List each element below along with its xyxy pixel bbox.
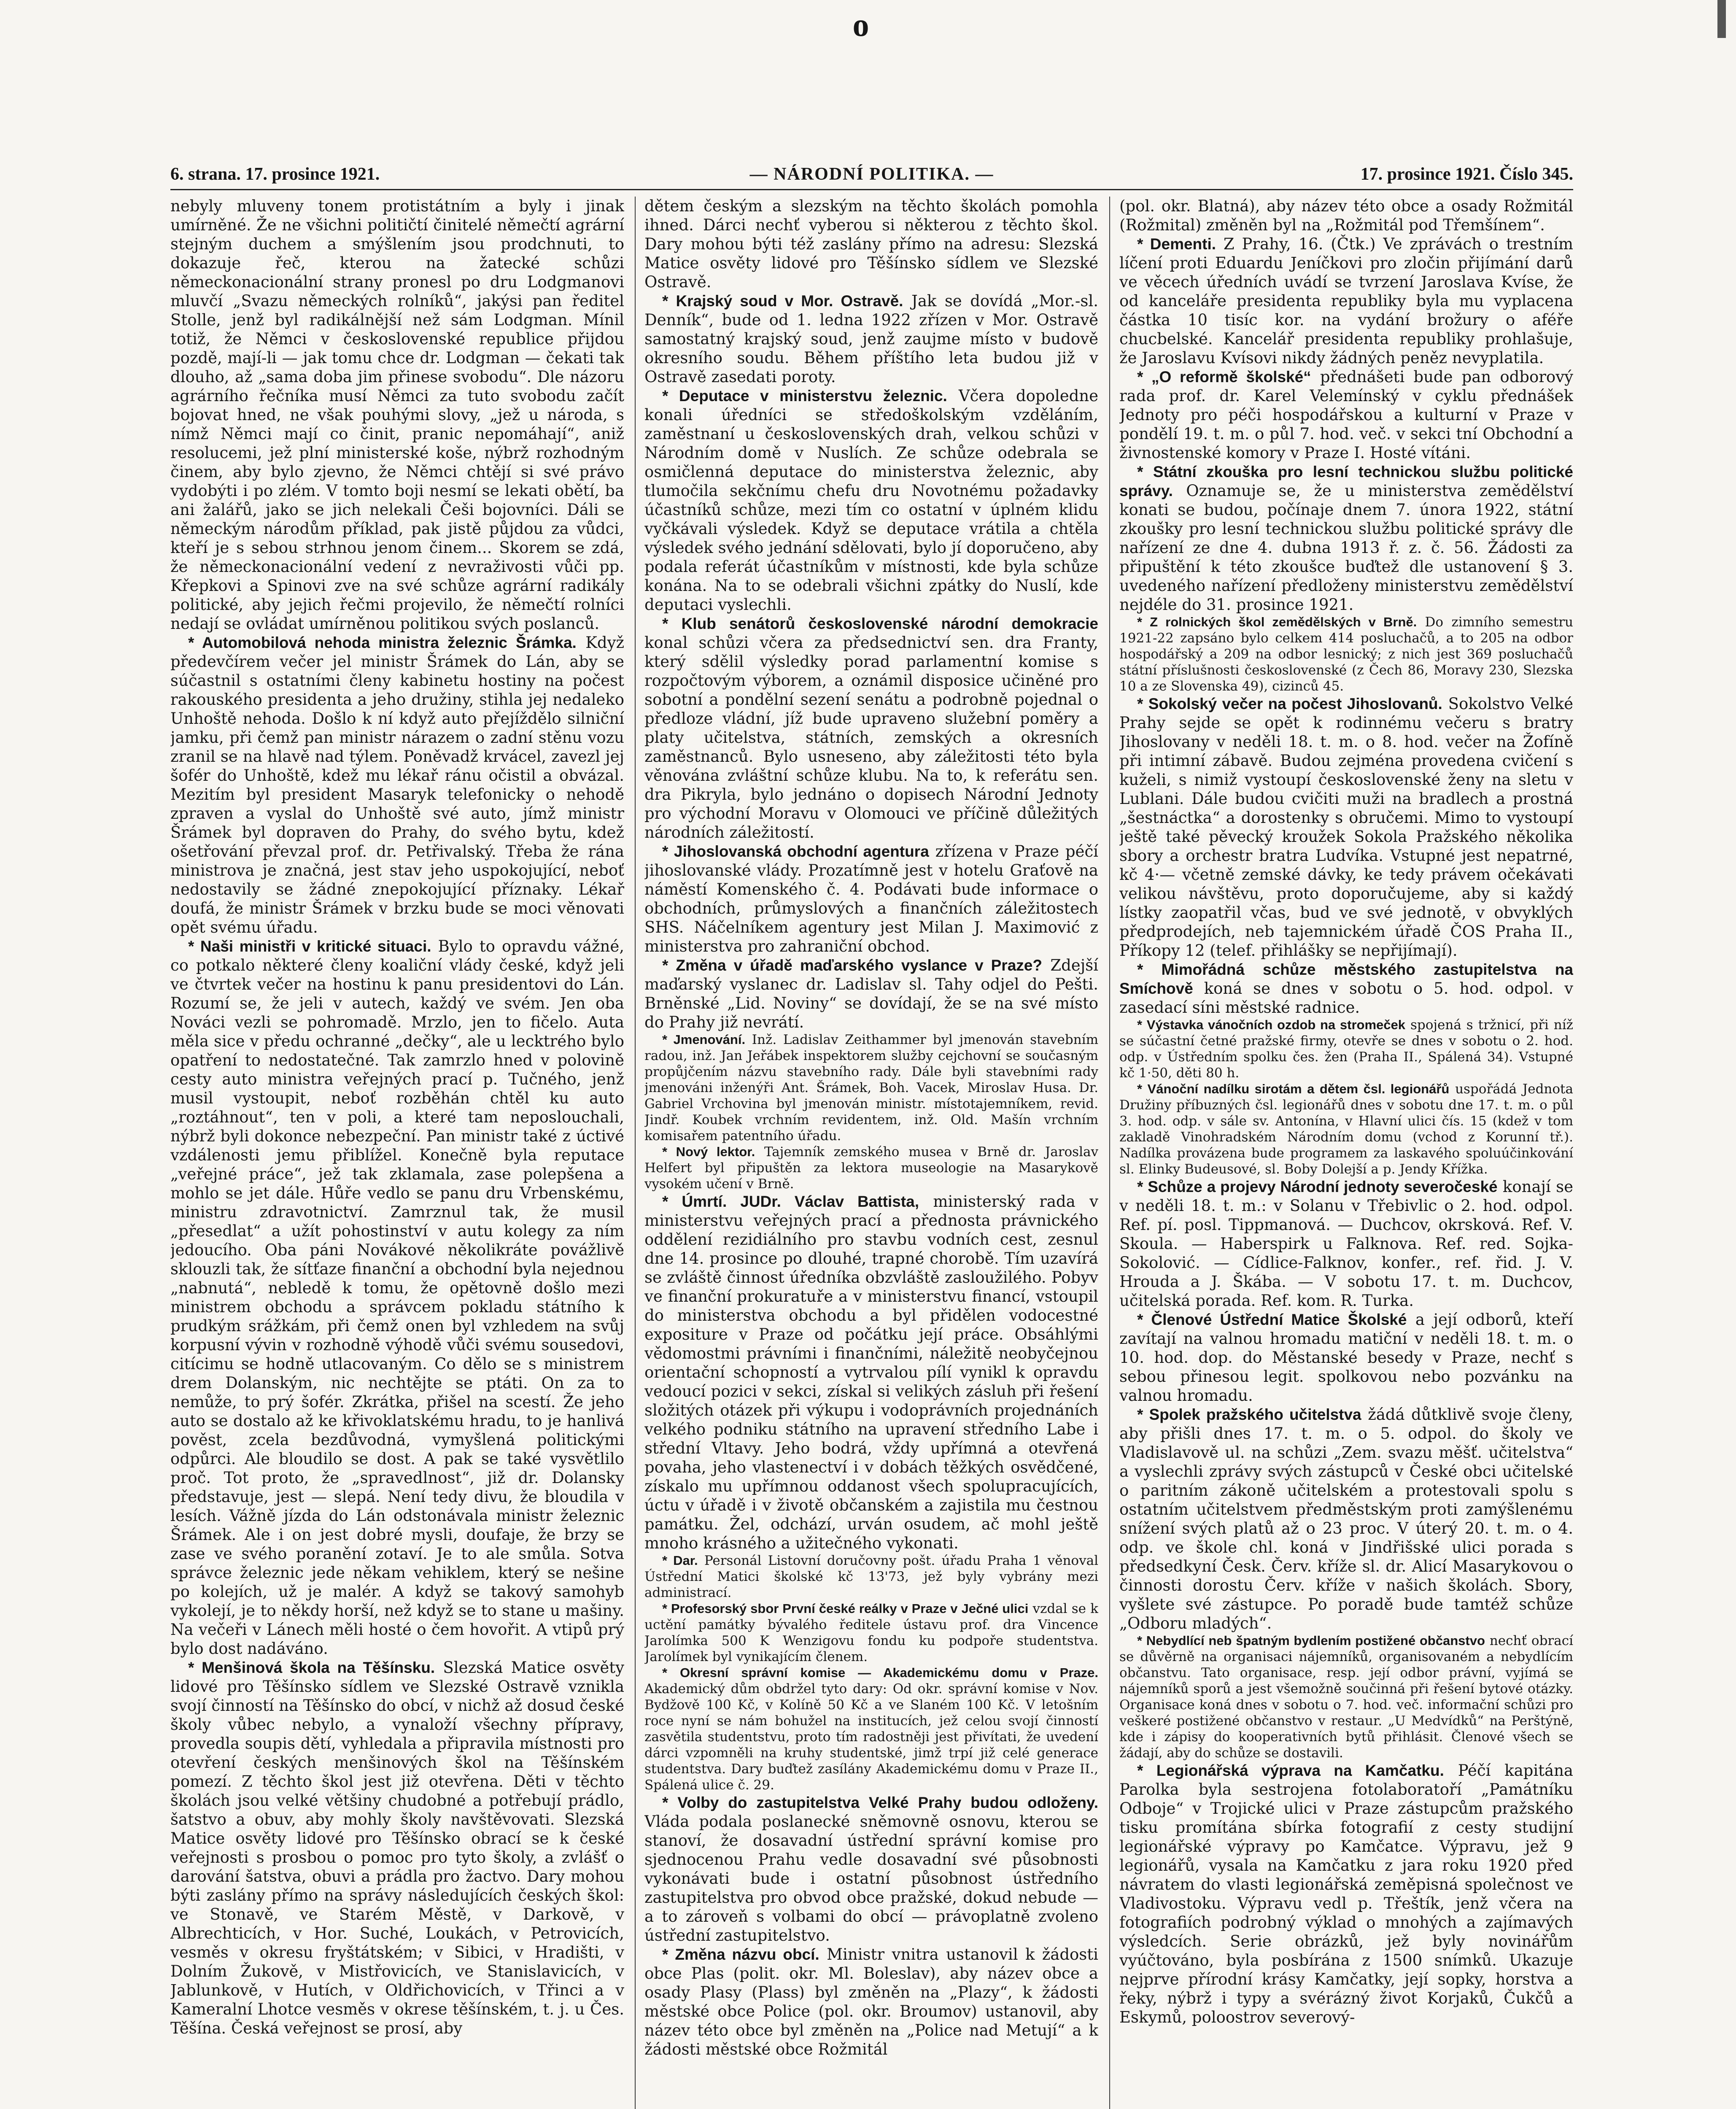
article-heading: * Volby do zastupitelstva Velké Prahy budou odloženy. [662,1794,1098,1811]
article-body: dětem českým a slezským na těchto školách pomohla ihned. Dárci nechť vyberou si některou z těchto škol. Dary mohou býti též zaslány přímo na adresu: Slezská Matice osvěty lidové pro Těšínsko sídlem ve Slezské Ostravě. [644,197,1098,291]
article-heading: * Spolek pražského učitelstva [1137,1406,1361,1423]
article-body: spojená s tržnicí, při níž se súčastní četné pražské firmy, otevře se dnes v sobotu o 2. hod. odp. v Ústředním spolku čes. žen (Praha II., Spálená 34). Vstupné kč 1·50, děti 80 h. [1119,1017,1573,1081]
article-heading: * Výstavka vánočních ozdob na stromeček [1137,1017,1405,1032]
article [644,842,1098,956]
article [644,386,1098,614]
article-heading: * Profesorský sbor První české reálky v Praze v Ječné ulici [662,1601,1029,1616]
article-body: přednášeti bude pan odborový rada prof. dr. Karel Velemínský v cyklu přednášek Jednoty pro péči hospodářskou a kulturní v Praze v pondělí 19. t. m. o půl 7. hod. več. v sekci tní Obchodní a živnostenské komory v Praze I. Hosté vítáni. [1119,368,1573,462]
article-body: Bylo to opravdu vážné, co potkalo některé členy koaliční vlády české, když jeli ve čtvrtek večer na hostinu k panu presidentovi do Lán. Rozumí se, že jeli v autech, každý ve svém. Jen oba Nováci vezli se pohromadě. Mrzlo, jen to fičelo. Auta měla sice v předu ochranné „dečky“, ale u lecktrého bylo opatření to nedostatečné. Tak zamrzlo hned v polovině cesty auto ministra veřejných prací p. Tučného, jenž musil vystoupit, neboť rozběhán chtěl ku auto „roztáhnout“, ten v poli, a které tam neposlouchali, nýbrž byli dokonce nebezpeční. Pan ministr také z úctivé vzdálenosti jemu přiblížel. Konečně byla reputace „veřejné práce“, jež tak zklamala, zase polepšena a mohlo se jet dále. Hůře vedlo se panu dru Vrbenskému, ministru zdravotnictví. Zamrznul tak, že musil „přesedlat“ a užít pohostinství v autu kolegy za ním jedoucího. Oba páni Novákové několikráte povážlivě sklouzli tak, že sítťaze finanční a obchodní byla nejednou „nabnutá“, nebledě k tomu, že opětovně došlo mezi ministrem obchodu a správcem pokladu státního k prudkým srážkám, při čemž onen byl vzhledem na svůj korpusní vývin v rozhodně výhodě vůči svému sousedovi, citícimu se hodně utlacovaným. Co dělo se s ministrem drem Dolanským, nic nechtějte se ptáti. On za to nemůže, to prý šofér. Zkrátka, přišel na scestí. Že jeho auto se dostalo až ke křivoklatskému hradu, to je hanlivá pověst, zcela bezdůvodná, vymyšlená politickými odpůrci. Ale bloudilo se dost. A pak se také vysvětlilo proč. Tot proto, že „spravedlnost“, již dr. Dolansky představuje, jest — slepá. Není tedy divu, že bloudila v lesích. Vážně jízda do Lán odstonávala ministr železnic Šrámek. Ale i on jest dobré mysli, doufaje, že brzy se zase ve svého poranění zotaví. Je to ale smůla. Sotva správce železnic jede někam vehiklem, který se nešine po kolejích, už je malér. A když se takový samohyb vykolejí, je to někdy horší, než když se to stane u mašiny. Na večeři v Lánech měli hosté o čem hovořit. A vtipů prý bylo dost nadáváno. [170,937,624,1658]
article [1119,367,1573,462]
article-heading: * Schůze a projevy Národní jednoty severočeské [1137,1178,1498,1195]
article-body: Personál Listovní doručovny pošt. úřadu Praha 1 věnoval Ústřední Matici školské kč 13'73, jež byly vybrány mezi administrací. [644,1553,1098,1600]
article-body: Vláda podala poslanecké sněmovně osnovu, kterou se stanoví, že dosavadní ústřední správní komise pro sjednocenou Prahu vedle dosavadní své působnosti vykonávati bude i ostatní působnost ústředního zastupitelstva pro obvod obce pražské, dokud nebude — a to zároveň s volbami do obcí — právoplatně zvoleno ústřední zastupitelstvo. [644,1812,1098,1944]
article-heading: * Změna v úřadě maďarského vyslance v Praze? [662,957,1042,974]
article-body: Péčí kapitána Parolka byla sestrojena fotolaboratoří „Památníku Odboje“ v Trojické ulici v Praze zástupcům pražského tisku promítána sbírka fotografií z cesty studijní legionářské výpravy po Kamčatce. Výpravu, jež 9 legionářů, vysala na Kamčatku z jara roku 1920 před návratem do vlasti legionářská zeměpisná společnost ve Vladivostoku. Výpravu vedl p. Třeštík, jenž včera na fotografiích podrobný výklad o mnohých a zajímavých výsledcích. Serie obrázků, jež byly novinářům vyúčtováno, byla posbírána z 1500 snímků. Ukazuje nejprve přírodní krásy Kamčatky, její sopky, horstva a řeky, nýbrž i typy a svérázný život Korjaků, Čukčů a Eskymů, poloostrov severový- [1119,1761,1573,2026]
article-body: vzdal se k uctění památky bývalého ředitele ústavu prof. dra Vincence Jarolímka 500 K Wenzigovu fondu ku podpoře studentstva. Jarolímek byl vynikajícím členem. [644,1601,1098,1664]
header-right: 17. prosince 1921. Číslo 345. [1360,165,1573,184]
article-heading: * Automobilová nehoda ministra železnic Šrámka. [188,634,577,651]
article-continuation [644,197,1098,291]
article [644,291,1098,386]
article-body: nechť obrací se důvěrně na organisaci nájemníků, organisovaném a nebydlícím občanstvu. Tato organisace, resp. její odbor právní, vyjímá se nájemníků sporů a jest všemožně součinná při řešení bytové otázky. Organisace koná dnes v sobotu o 7. hod. več. informační schůzi pro veškeré postižené občanstvo v restaur. „U Medvídků“ na Perštýně, kde i zápisy do kooperativních bytů přihlásit. Členové všech se žádají, aby do schůze se dostavili. [1119,1633,1573,1761]
article-continuation [1119,197,1573,235]
article-heading: * Menšinová škola na Těšínsku. [188,1659,435,1676]
article [1119,1310,1573,1405]
article-body: Zdejší maďarský vyslanec dr. Ladislav sl. Tahy odjel do Pešti. Brněnské „Lid. Noviny“ se dovídají, že se na své místo do Prahy již nevrátí. [644,956,1098,1031]
article-body: a její odborů, kteří zavítají na valnou hromadu matiční v neděli 18. t. m. o 10. hod. dop. do Městanské besedy v Praze, nechť s sebou přinesou legit. spolkovou nebo pozvánku na valnou hromadu. [1119,1311,1573,1405]
article [644,1601,1098,1665]
article-body: konal schůzi včera za předsednictví sen. dra Franty, který sdělil výsledky porad parlamentní komise s rozpočtovým výborem, a oznámil disposice učiněné pro sobotní a pondělní sezení senátu a podrobně pojednal o předloze vládní, jíž bude upraveno služební poměry a platy učitelstva, státních, zemských a okresních zaměstnanců. Bylo usneseno, aby záležitosti této byla věnována zvláštní schůze klubu. Na to, k referátu sen. dra Pikryla, bylo jednáno o dopisech Národní Jednoty pro východní Moravu v Olomouci ve příčině důležitých národních záležitostí. [644,634,1098,841]
article-heading: * Okresní správní komise — Akademickému domu v Praze. [662,1665,1098,1680]
article [644,1144,1098,1192]
article-heading: * Legionářská výprava na Kamčatku. [1137,1762,1444,1779]
page-header [170,160,1573,188]
article-body: Z Prahy, 16. (Čtk.) Ve zprávách o trestním líčení proti Eduardu Jeníčkovi pro zločin přijímání darů ve věcech úředních uvádí se tvrzení Jaroslava Kvíse, že od kanceláře presidenta republiky byla mu vyplacena částka 10 tisíc kor. na vydání brožury o aféře chucbelské. Kancelář presidenta republiky prohlašuje, že Jaroslavu Kvísovi nikdy žádných peněz nevyplatila. [1119,235,1573,367]
article-body: Akademický dům obdržel tyto dary: Od okr. správní komise v Nov. Bydžově 100 Kč, v Kolíně 50 Kč a ve Slaném 100 Kč. V letošním roce nyní se nám bohužel na institucích, jež celou svojí činností zasvětila studentstvu, proto tím radostněji jest přivítati, že uvedení dárci vzpomněli na kruhy studentské, jimž trpí již celé generace studentstva. Dary buďtež zasílány Akademickému domu v Praze II., Spálená ulice č. 29. [644,1681,1098,1793]
article-heading: * Mimořádná schůze městského zastupitelstva na Smíchově [1119,961,1573,997]
article-continuation [170,197,624,633]
article-body: Ministr vnitra ustanovil k žádosti obce Plas (polit. okr. Ml. Boleslav), aby název obce a osady Plasy (Plass) byl změněn na „Plazy“, k žádosti městské obce Police (pol. okr. Broumov) ustanovil, aby název této obce byl změněn na „Police nad Metují“ a k žádosti městské obce Rožmitál [644,1945,1098,2058]
article [1119,1405,1573,1633]
article-heading: * Jmenování. [662,1032,746,1047]
header-rule [170,189,1573,190]
article-heading: * „O reformě školské“ [1137,368,1311,386]
article [1119,1633,1573,1761]
column-divider [635,197,636,2109]
article [644,1192,1098,1553]
article-heading: * Jihoslovanská obchodní agentura [662,843,929,860]
article-body: ministerský rada v ministerstvu veřejných prací a přednosta právnického oddělení rezidiálního pro stavbu vodních cest, zesnul dne 14. prosince po dlouhé, trapné chorobě. Tím uzavírá se zvláště činnost úředníka obzvláště zasloužilého. Pobyv ve finanční prokuratuře a v ministerstvu financí, vstoupil do ministerstva obchodu a byl přidělen vodocestné expositure v Praze od počátku její práce. Obsáhlými vědomostmi právními i finančními, náležitě neobyčejnou orientační schopností a vytrvalou pílí vynikl k opravdu vedoucí pozici v sekci, získal si velikých zásluh při řešení složitých otázek při výkupu i vodoprávních projednáních velkého podniku státního na upravení středního Labe i střední Vltavy. Jeho bodrá, vždy upřímná a otevřená povaha, jeho vlastenectví i v dobách těžkých osvědčené, získalo mu upřímnou oddanost všech spolupracujících, úctu v úřadě i v životě občanském a zajistila mu čestnou památku. Žel, odchází, urván osudem, ač mohl ještě mnoho krásného a užitečného vykonati. [644,1192,1098,1552]
article-body: Do zimního semestru 1921-22 zapsáno bylo celkem 414 posluchačů, a to 205 na odbor hospodářský a 209 na odbor lesnický; z nich jest 369 posluchačů státní příslušnosti československé (z Čech 86, Moravy 230, Slezska 10 a ze Slovenska 49), cizinců 45. [1119,615,1573,694]
article-heading: * Dar. [662,1553,698,1568]
article [644,614,1098,842]
article-body: Tajemník zemského musea v Brně dr. Jaroslav Helfert byl připuštěn za lektora museologie na Masarykově vysokém učení v Brně. [644,1144,1098,1192]
article-body: uspořádá Jednota Družiny příbuzných čsl. legionářů dnes v sobotu dne 17. t. m. o půl 3. hod. odp. v sále sv. Antonína, v Hlavní ulici čís. 15 (kdež v tom zakladě Vinohradském Národním domu (vchod z Korunní tř.). Nadílka provázena bude programem za laskavého spoluúčinkování sl. Elinky Budeusové, sl. Boby Dolejší a p. Jendy Křížka. [1119,1081,1573,1177]
article-heading: * Z rolnických škol zemědělských v Brně. [1137,615,1417,629]
column-2 [644,197,1098,2109]
column-3 [1119,197,1573,2109]
article-body: Inž. Ladislav Zeithammer byl jmenován stavebním radou, inž. Jan Jeřábek inspektorem služby cejchovní se současným propůjčením názvu stavebního rady. Dále byli stavebními rady jmenováni inženýři Ant. Šrámek, Boh. Vacek, Miroslav Husa. Dr. Gabriel Vrchovina byl jmenován ministr. místotajemníkem, revid. Jindř. Koubek vrchním revidentem, inž. Old. Mašín vrchním komisařem patentního úřadu. [644,1032,1098,1143]
article [1119,462,1573,614]
article [170,937,624,1658]
article-body: Včera dopoledne konali úředníci se středoškolským vzděláním, zaměstnaní u československých drah, velkou schůzi v Národním domě v Nuslích. Ze schůze odebrala se osmičlenná deputace do ministerstva železnic, aby tlumočila sekčnímu chefu dru Novotnému požadavky účastníků schůze, mezi tím co ostatní v úplném klidu vyčkávali výsledek. Když se deputace vrátila a chtěla výsledek svého jednání sdělovati, bylo jí doporučeno, aby podala referát účastníkům v místnosti, kde byla schůze konána. Na to se odebrali všichni zpátky do Nuslí, kde deputaci vyslechli. [644,387,1098,614]
header-left: 6. strana. 17. prosince 1921. [170,165,380,184]
article-heading: * Krajský soud v Mor. Ostravě. [662,292,903,310]
article [644,1032,1098,1144]
article [1119,614,1573,694]
article-body: Když předevčírem večer jel ministr Šrámek do Lán, aby se súčastnil s ostatními členy kabinetu hostiny na počest rakouského presidenta a jeho družiny, stihla jej nedaleko Unhoště nehoda. Došlo k ní když auto přejíždělo silniční jamku, při čemž pan ministr nárazem o zadní stěnu vozu zranil se na hlavě nad týlem. Poněvadž krvácel, zavezl jej šofér do Unhoště, kdež mu lékař ránu očistil a obvázal. Mezitím byl president Masaryk telefonicky o nehodě zpraven a vyslal do Unhoště své auto, jímž ministr Šrámek byl dopraven do Prahy, do svého bytu, kdež ošetřování převzal prof. dr. Petřivalský. Třeba že rána ministrova je značná, jest stav jeho uspokojující, neboť nedostavily se žádné znepokojující příznaky. Lékař doufá, že ministr Šrámek v brzku bude se moci věnovati opět svému úřadu. [170,634,624,936]
article-body: Oznamuje se, že u ministerstva zemědělství konati se budou, počínaje dnem 7. února 1922, státní zkoušky pro lesní technickou službu politické správy dle nařízení ze dne 4. dubna 1913 ř. z. č. 56. Žádosti za připuštění k této zkoušce buďtež dle ustanovení § 3. uvedeného nařízení předloženy ministerstvu zemědělství nejdéle do 31. prosince 1921. [1119,482,1573,614]
page-mark: o [852,6,869,43]
article [1119,1177,1573,1310]
article [1119,1081,1573,1177]
article-heading: * Deputace v ministerstvu železnic. [662,387,947,405]
article [1119,960,1573,1017]
article [644,1945,1098,2059]
article-body: Slezská Matice osvěty lidové pro Těšínsko sídlem ve Slezské Ostravě vznikla svojí činností na Těšínsko do obcí, v nichž až dosud české školy vůbec nebylo, a vynaloží všechny přípravy, provedla soupis dětí, vyhledala a připravila místnosti pro otevření českých menšinových škol na Těšínském pomezí. Z těchto škol jest již otevřena. Děti v těchto školách jsou velké většiny chudobné a potřebují prádlo, šatstvo a obuv, aby mohly školy navštěvovati. Slezská Matice osvěty lidové pro Těšínsko obrací se k české veřejnosti s prosbou o pomoc pro tyto školy, a zvlášť o darování šatstva, obuvi a prádla pro žactvo. Dary mohou býti zaslány přímo na správy následujících českých škol: ve Stonavě, ve Starém Městě, v Darkově, v Albrechticích, v Hor. Suché, Loukách, v Petrovicích, vesměs v okresu fryštátském; v Sibici, v Hradišti, v Dolním Žukově, v Mistřovicích, ve Stanislavicích, v Jablunkově, v Hutích, v Oldřichovicích, v Třinci a v Kameralní Lhotce vesměs v okrese těšínském, t. j. u Čes. Těšína. Česká veřejnost se prosí, aby [170,1659,624,2037]
article-heading: * Nový lektor. [662,1144,755,1159]
article [1119,235,1573,367]
article [1119,1017,1573,1081]
article-heading: * Vánoční nadílku sirotám a dětem čsl. legionářů [1137,1081,1450,1096]
scan-edge-mark [1717,0,1726,38]
article-heading: * Úmrtí. JUDr. Václav Battista, [662,1193,919,1210]
article [644,1665,1098,1793]
article [1119,1761,1573,2027]
article [170,1658,624,2038]
article [644,956,1098,1032]
article-heading: * Naši ministři v kritické situaci. [188,938,431,955]
article-body: koná se dnes v sobotu o 5. hod. odpol. v zasedací síni městské radnice. [1119,979,1573,1017]
article [170,633,624,937]
article-heading: * Změna názvu obcí. [662,1946,819,1963]
article [644,1793,1098,1945]
article-body: konají se v neděli 18. t. m.: v Solanu v Třebivlic o 2. hod. odpol. Ref. pí. posl. Tippmanová. — Duchcov, okrsková. Ref. V. Skoula. — Haberspirk u Falknova. Ref. red. Sojka-Sokolović. — Cídlice-Falknov, konfer., ref. řid. J. V. Hrouda a J. Škába. — V sobotu 17. t. m. Duchcov, učitelská porada. Ref. kom. R. Turka. [1119,1178,1573,1310]
masthead-title: — NÁRODNÍ POLITIKA. — [749,165,994,184]
article-heading: * Klub senátorů československé národní demokracie [662,615,1098,632]
column-1 [170,197,624,2109]
article-heading: * Sokolský večer na počest Jihoslovanů. [1137,695,1442,712]
article-body: žádá důtklivě svoje členy, aby přišli dnes 17. t. m. o 5. odpol. do školy ve Vladislavově ul. na schůzi „Zem. svazu měšť. učitelstva“ a vyslechli zprávy svých zástupců v České obci učitelské o paritním zákoně učitelském a protestovali spolu s ostatním učitelstvem předměstským proti zamýšlenému snížení svých platů až o 23 proc. V úterý 20. t. m. o 4. odp. ve škole chl. koná v Jindřišské ulici porada s předsedkyní Česk. Červ. kříže sl. dr. Alicí Masarykovou o činnosti dorostu Červ. kříže v našich školách. Sbory, vyšlete své zástupce. Po poradě bude tamtéž schůze „Odboru mladých“. [1119,1405,1573,1632]
article-body: nebyly mluveny tonem protistátním a byly i jinak umírněné. Že ne všichni političtí činitelé němečtí agrární stejným duchem a smýšlením jsou prodchnuti, to dokazuje řeč, kterou na žatecké schůzi německonacionální strany pronesl po dru Lodgmanovi mluvčí „Svazu německých rolníků“, jakýsi pan ředitel Stolle, jenž byl radikálnější než sám Lodgman. Mínil totiž, že Němci v československé republice přijdou pozdě, mají-li — jak tomu chce dr. Lodgman — čekati tak dlouho, až „sama doba jim přinese svobodu“. Dle názoru agrárního řečníka musí Němci za tuto svobodu začít bojovat hned, ne však pouhými slovy, „jež u národa, s nímž Němci mají co činit, pranic nepomáhají“, aniž resolucemi, jež plní ministerské koše, nýbrž rozhodným činem, aby bylo zjevno, že Němci chtějí si své právo vydobýti i po zlém. V tomto boji nesmí se lekati obětí, ba ani žalářů, jako se jich nelekali Češi bojovníci. Dáli se německým národům příklad, pak jistě půjdou za vůdci, kteří je s sebou strhnou jenom činem... Skorem se zdá, že německonacionální vedení z nevraživosti vůči pp. Křepkovi a Spinovi zve na své schůze agrární radikály politické, aby jejich řečmi projevilo, že němečtí rolníci nedají se ovládat umírněnou politikou svých poslanců. [170,197,624,633]
article-heading: * Nebydlící neb špatným bydlením postižené občanstvo [1137,1633,1485,1648]
article-heading: * Dementi. [1137,235,1216,253]
article-body: (pol. okr. Blatná), aby název této obce a osady Rožmitál (Rožmital) změněn byl na „Rožmitál pod Třemšínem“. [1119,197,1573,234]
article-body: Jak se dovídá „Mor.-sl. Denník“, bude od 1. ledna 1922 zřízen v Mor. Ostravě samostatný krajský soud, jenž zaujme místo v budově okresního soudu. Během příštího leta budou již v Ostravě zasedati poroty. [644,292,1098,386]
article [1119,694,1573,960]
article-body: Sokolstvo Velké Prahy sejde se opět k rodinnému večeru s bratry Jihoslovany v neděli 18. t. m. o 8. hod. večer na Žofíně při intimní zábavě. Budou zejména provedena cvičení s kuželi, s nimiž vystoupí československé ženy na sletu v Lublani. Dále budou cvičiti muži na bradlech a prostná „šestnáctka“ a dorostenky s obručemi. Mimo to vystoupí ještě také pěvecký kroužek Sokola Pražského několika sbory a orchestr bratra Ludvíka. Vstupné jest nepatrné, kč 4·— včetně zemské dávky, ke tedy právem očekávati velikou návštěvu, proto doporučujeme, aby si každý lístky zaopatřil včas, bud ve své jednotě, v obvyklých předprodejích, neb tajemnickém úřadě ČOS Praha II., Příkopy 12 (telef. přihlášky se nepřijímají). [1119,695,1573,960]
article-heading: * Členové Ústřední Matice Školské [1137,1311,1407,1328]
article-heading: * Státní zkouška pro lesní technickou službu politické správy. [1119,463,1573,499]
article-body: zřízena v Praze péčí jihoslovanské vlády. Prozatímně jest v hotelu Graťově na náměstí Komenského č. 4. Podávati bude informace o obchodních, průmyslových a finančních záležitostech SHS. Náčelníkem agentury jest Milan J. Maximović z ministerstva pro zahraniční obchod. [644,842,1098,955]
column-divider [1109,197,1110,2109]
article [644,1553,1098,1601]
